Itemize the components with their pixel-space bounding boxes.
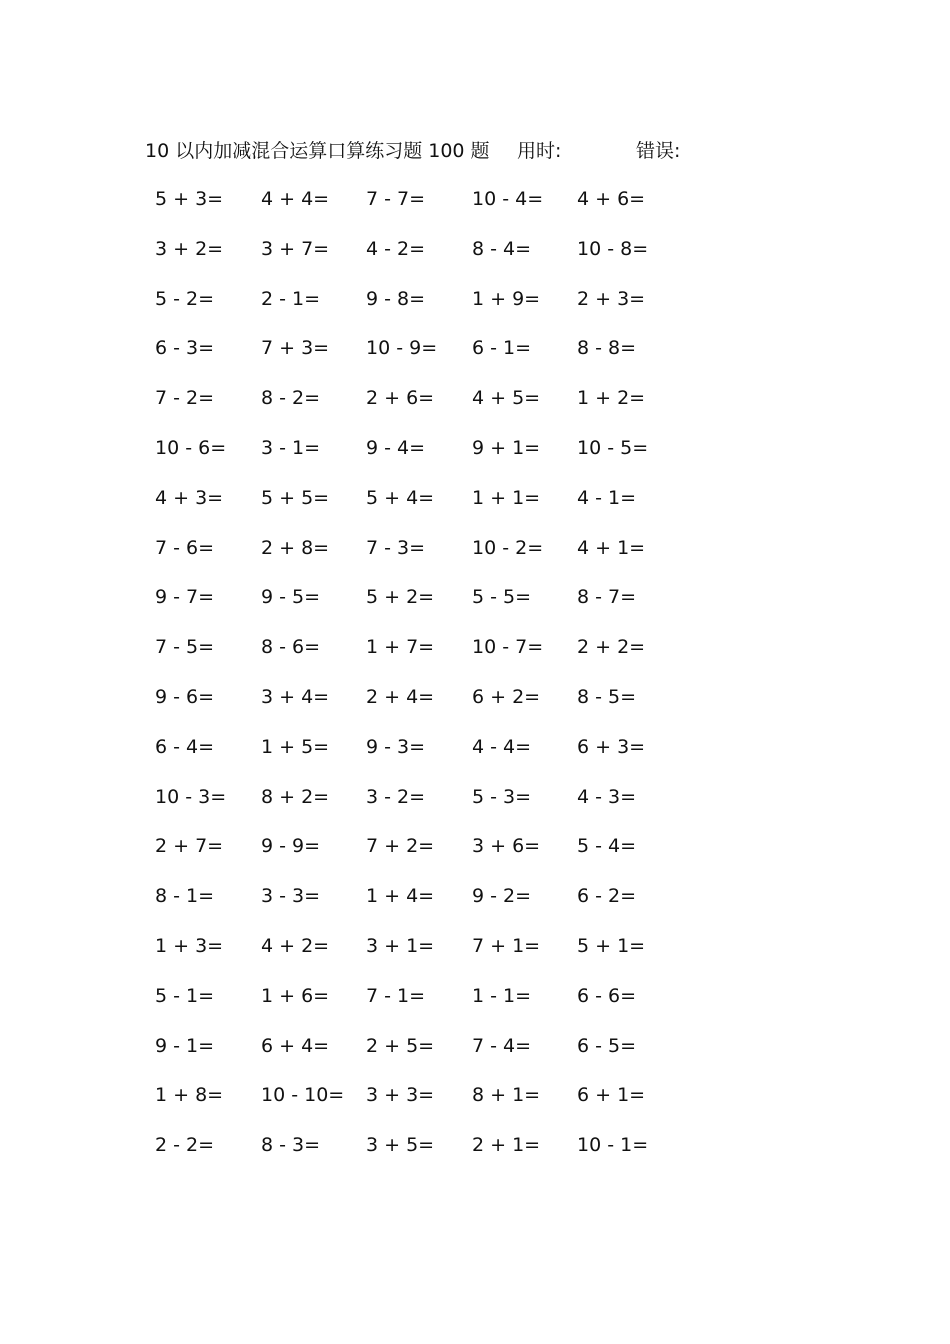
arithmetic-problem: 2 - 2= [155, 1134, 215, 1157]
errors-label: 错误: [636, 140, 681, 162]
arithmetic-problem: 1 + 8= [155, 1084, 224, 1107]
problem-row [0, 286, 950, 336]
problem-row [0, 1082, 950, 1132]
arithmetic-problem: 5 - 4= [577, 835, 637, 858]
arithmetic-problem: 9 - 4= [366, 436, 426, 459]
worksheet-title: 10 以内加减混合运算口算练习题 100 题 [145, 140, 490, 162]
arithmetic-problem: 10 - 7= [472, 636, 544, 659]
arithmetic-problem: 6 + 2= [472, 685, 541, 708]
arithmetic-problem: 9 - 8= [366, 287, 426, 310]
arithmetic-problem: 10 - 10= [261, 1084, 345, 1107]
arithmetic-problem: 2 + 6= [366, 387, 435, 410]
arithmetic-problem: 3 + 3= [366, 1084, 435, 1107]
arithmetic-problem: 2 + 2= [577, 636, 646, 659]
arithmetic-problem: 5 + 3= [155, 188, 224, 210]
worksheet-header [145, 138, 765, 164]
arithmetic-problem: 3 - 2= [366, 785, 426, 808]
arithmetic-problem: 8 - 5= [577, 685, 637, 708]
arithmetic-problem: 7 - 6= [155, 536, 215, 559]
arithmetic-problem: 1 + 2= [577, 387, 646, 410]
problem-row [0, 1132, 950, 1182]
time-used-label: 用时: [517, 140, 562, 162]
arithmetic-problem: 7 + 1= [472, 934, 541, 957]
problem-grid [0, 186, 950, 1182]
arithmetic-problem: 2 + 5= [366, 1034, 435, 1057]
arithmetic-problem: 3 + 4= [261, 685, 330, 708]
arithmetic-problem: 8 + 2= [261, 785, 330, 808]
arithmetic-problem: 7 - 5= [155, 636, 215, 659]
problem-row [0, 236, 950, 286]
arithmetic-problem: 2 + 3= [577, 287, 646, 310]
arithmetic-problem: 5 + 4= [366, 486, 435, 509]
arithmetic-problem: 4 + 6= [577, 188, 646, 210]
arithmetic-problem: 4 + 1= [577, 536, 646, 559]
arithmetic-problem: 8 - 7= [577, 586, 637, 609]
arithmetic-problem: 7 - 1= [366, 984, 426, 1007]
arithmetic-problem: 6 + 1= [577, 1084, 646, 1107]
arithmetic-problem: 1 + 3= [155, 934, 224, 957]
problem-row [0, 983, 950, 1033]
arithmetic-problem: 4 - 3= [577, 785, 637, 808]
arithmetic-problem: 1 + 9= [472, 287, 541, 310]
problem-row [0, 734, 950, 784]
arithmetic-problem: 8 - 3= [261, 1134, 321, 1157]
arithmetic-problem: 9 - 1= [155, 1034, 215, 1057]
arithmetic-problem: 5 - 1= [155, 984, 215, 1007]
arithmetic-problem: 6 - 4= [155, 735, 215, 758]
problem-row [0, 933, 950, 983]
arithmetic-problem: 2 + 7= [155, 835, 224, 858]
problem-row [0, 485, 950, 535]
arithmetic-problem: 7 + 3= [261, 337, 330, 360]
arithmetic-problem: 1 + 6= [261, 984, 330, 1007]
arithmetic-problem: 3 + 6= [472, 835, 541, 858]
arithmetic-problem: 6 - 3= [155, 337, 215, 360]
arithmetic-problem: 7 - 7= [366, 188, 426, 210]
arithmetic-problem: 9 - 3= [366, 735, 426, 758]
arithmetic-problem: 9 + 1= [472, 436, 541, 459]
arithmetic-problem: 8 - 6= [261, 636, 321, 659]
arithmetic-problem: 8 - 8= [577, 337, 637, 360]
arithmetic-problem: 6 - 6= [577, 984, 637, 1007]
arithmetic-problem: 9 - 7= [155, 586, 215, 609]
arithmetic-problem: 10 - 5= [577, 436, 649, 459]
arithmetic-problem: 4 + 4= [261, 188, 330, 210]
arithmetic-problem: 2 + 1= [472, 1134, 541, 1157]
arithmetic-problem: 1 + 7= [366, 636, 435, 659]
problem-row [0, 1033, 950, 1083]
arithmetic-problem: 2 + 4= [366, 685, 435, 708]
arithmetic-problem: 10 - 1= [577, 1134, 649, 1157]
arithmetic-problem: 3 + 1= [366, 934, 435, 957]
arithmetic-problem: 5 - 2= [155, 287, 215, 310]
arithmetic-problem: 3 - 1= [261, 436, 321, 459]
arithmetic-problem: 4 + 3= [155, 486, 224, 509]
arithmetic-problem: 10 - 8= [577, 237, 649, 260]
arithmetic-problem: 6 - 1= [472, 337, 532, 360]
arithmetic-problem: 9 - 5= [261, 586, 321, 609]
arithmetic-problem: 2 + 8= [261, 536, 330, 559]
arithmetic-problem: 1 + 4= [366, 885, 435, 908]
arithmetic-problem: 5 - 5= [472, 586, 532, 609]
arithmetic-problem: 7 - 3= [366, 536, 426, 559]
arithmetic-problem: 9 - 9= [261, 835, 321, 858]
problem-row [0, 435, 950, 485]
arithmetic-problem: 7 + 2= [366, 835, 435, 858]
arithmetic-problem: 3 + 7= [261, 237, 330, 260]
problem-row [0, 584, 950, 634]
arithmetic-problem: 5 + 5= [261, 486, 330, 509]
arithmetic-problem: 3 + 2= [155, 237, 224, 260]
arithmetic-problem: 4 + 2= [261, 934, 330, 957]
arithmetic-problem: 5 + 1= [577, 934, 646, 957]
arithmetic-problem: 8 - 1= [155, 885, 215, 908]
arithmetic-problem: 6 + 3= [577, 735, 646, 758]
arithmetic-problem: 10 - 4= [472, 188, 544, 210]
arithmetic-problem: 3 - 3= [261, 885, 321, 908]
arithmetic-problem: 3 + 5= [366, 1134, 435, 1157]
arithmetic-problem: 8 - 4= [472, 237, 532, 260]
problem-row [0, 634, 950, 684]
arithmetic-problem: 8 + 1= [472, 1084, 541, 1107]
arithmetic-problem: 10 - 3= [155, 785, 227, 808]
problem-row [0, 335, 950, 385]
arithmetic-problem: 7 - 2= [155, 387, 215, 410]
arithmetic-problem: 9 - 6= [155, 685, 215, 708]
problem-row [0, 883, 950, 933]
problem-row [0, 385, 950, 435]
arithmetic-problem: 10 - 9= [366, 337, 438, 360]
problem-row [0, 186, 950, 236]
arithmetic-problem: 4 + 5= [472, 387, 541, 410]
problem-row [0, 684, 950, 734]
arithmetic-problem: 4 - 2= [366, 237, 426, 260]
arithmetic-problem: 4 - 1= [577, 486, 637, 509]
arithmetic-problem: 1 - 1= [472, 984, 532, 1007]
problem-row [0, 833, 950, 883]
arithmetic-problem: 6 - 5= [577, 1034, 637, 1057]
problem-row [0, 535, 950, 585]
arithmetic-problem: 5 - 3= [472, 785, 532, 808]
arithmetic-problem: 10 - 6= [155, 436, 227, 459]
arithmetic-problem: 8 - 2= [261, 387, 321, 410]
arithmetic-problem: 10 - 2= [472, 536, 544, 559]
arithmetic-problem: 1 + 1= [472, 486, 541, 509]
arithmetic-problem: 2 - 1= [261, 287, 321, 310]
arithmetic-problem: 9 - 2= [472, 885, 532, 908]
arithmetic-problem: 6 - 2= [577, 885, 637, 908]
arithmetic-problem: 6 + 4= [261, 1034, 330, 1057]
arithmetic-problem: 7 - 4= [472, 1034, 532, 1057]
arithmetic-problem: 1 + 5= [261, 735, 330, 758]
arithmetic-problem: 4 - 4= [472, 735, 532, 758]
arithmetic-problem: 5 + 2= [366, 586, 435, 609]
problem-row [0, 784, 950, 834]
